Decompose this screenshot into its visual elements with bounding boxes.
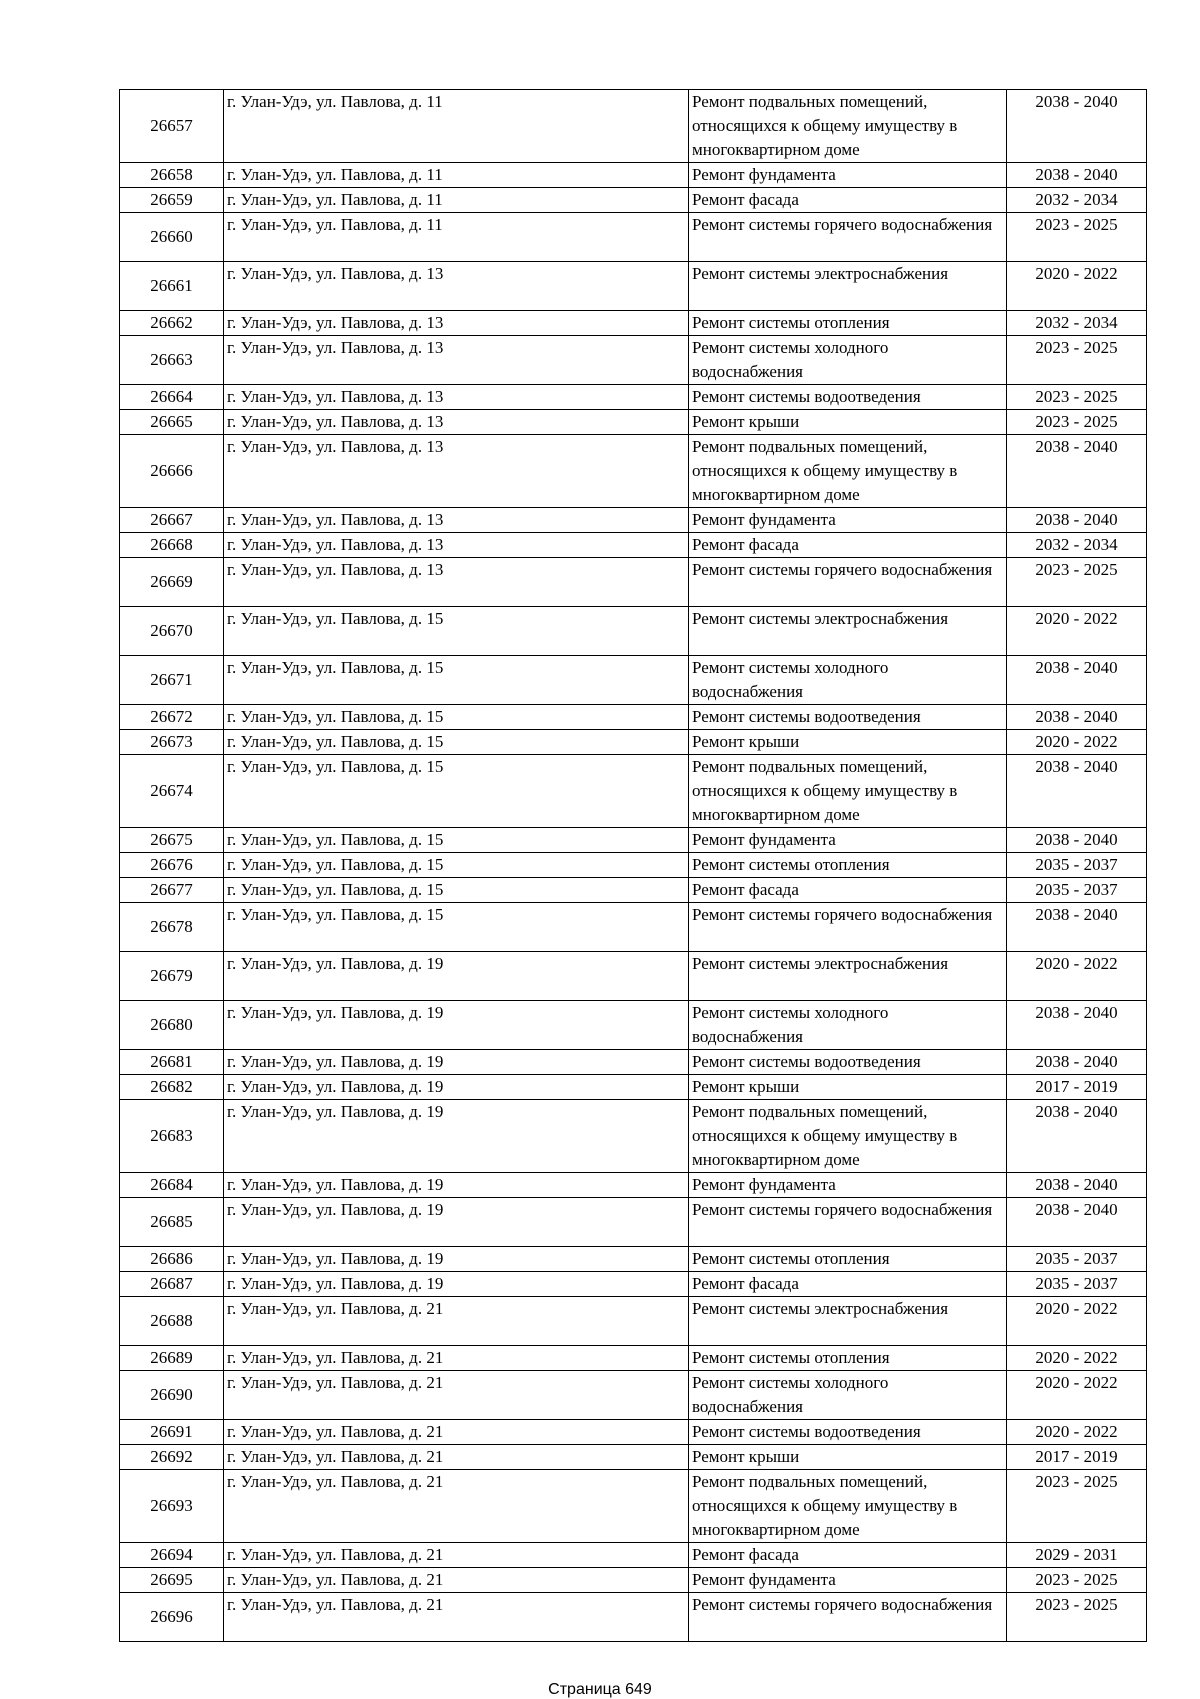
work-type-cell: Ремонт крыши — [689, 410, 1007, 435]
table-row — [120, 533, 1147, 558]
period-cell: 2020 - 2022 — [1007, 952, 1147, 1001]
table-row — [120, 1470, 1147, 1543]
work-type-cell: Ремонт фасада — [689, 1543, 1007, 1568]
period-cell: 2020 - 2022 — [1007, 1420, 1147, 1445]
row-number: 26678 — [120, 903, 224, 952]
period-cell: 2038 - 2040 — [1007, 1001, 1147, 1050]
address-cell: г. Улан-Удэ, ул. Павлова, д. 15 — [224, 607, 689, 656]
address-cell: г. Улан-Удэ, ул. Павлова, д. 15 — [224, 730, 689, 755]
period-cell: 2020 - 2022 — [1007, 730, 1147, 755]
period-cell: 2020 - 2022 — [1007, 1346, 1147, 1371]
address-cell: г. Улан-Удэ, ул. Павлова, д. 19 — [224, 1272, 689, 1297]
works-table — [119, 89, 1147, 1642]
row-number: 26696 — [120, 1593, 224, 1642]
work-type-cell: Ремонт системы отопления — [689, 311, 1007, 336]
table-row — [120, 828, 1147, 853]
period-cell: 2023 - 2025 — [1007, 213, 1147, 262]
period-cell: 2023 - 2025 — [1007, 558, 1147, 607]
address-cell: г. Улан-Удэ, ул. Павлова, д. 21 — [224, 1543, 689, 1568]
address-cell: г. Улан-Удэ, ул. Павлова, д. 19 — [224, 1173, 689, 1198]
table-row — [120, 1543, 1147, 1568]
row-number: 26667 — [120, 508, 224, 533]
address-cell: г. Улан-Удэ, ул. Павлова, д. 19 — [224, 1001, 689, 1050]
address-cell: г. Улан-Удэ, ул. Павлова, д. 21 — [224, 1346, 689, 1371]
table-row — [120, 1568, 1147, 1593]
address-cell: г. Улан-Удэ, ул. Павлова, д. 13 — [224, 558, 689, 607]
row-number: 26677 — [120, 878, 224, 903]
address-cell: г. Улан-Удэ, ул. Павлова, д. 11 — [224, 90, 689, 163]
period-cell: 2032 - 2034 — [1007, 533, 1147, 558]
period-cell: 2038 - 2040 — [1007, 1173, 1147, 1198]
address-cell: г. Улан-Удэ, ул. Павлова, д. 15 — [224, 903, 689, 952]
period-cell: 2035 - 2037 — [1007, 853, 1147, 878]
table-row — [120, 656, 1147, 705]
address-cell: г. Улан-Удэ, ул. Павлова, д. 15 — [224, 878, 689, 903]
period-cell: 2020 - 2022 — [1007, 1297, 1147, 1346]
table-row — [120, 1075, 1147, 1100]
work-type-cell: Ремонт фундамента — [689, 828, 1007, 853]
table-row — [120, 558, 1147, 607]
period-cell: 2023 - 2025 — [1007, 1593, 1147, 1642]
work-type-cell: Ремонт фундамента — [689, 508, 1007, 533]
table-row — [120, 1445, 1147, 1470]
address-cell: г. Улан-Удэ, ул. Павлова, д. 13 — [224, 385, 689, 410]
work-type-cell: Ремонт подвальных помещений, относящихся к общему имуществу в многоквартирном доме — [689, 1470, 1007, 1543]
row-number: 26660 — [120, 213, 224, 262]
period-cell: 2038 - 2040 — [1007, 90, 1147, 163]
table-row — [120, 1371, 1147, 1420]
work-type-cell: Ремонт фасада — [689, 1272, 1007, 1297]
row-number: 26680 — [120, 1001, 224, 1050]
row-number: 26659 — [120, 188, 224, 213]
row-number: 26679 — [120, 952, 224, 1001]
row-number: 26683 — [120, 1100, 224, 1173]
row-number: 26694 — [120, 1543, 224, 1568]
row-number: 26657 — [120, 90, 224, 163]
work-type-cell: Ремонт системы отопления — [689, 1346, 1007, 1371]
work-type-cell: Ремонт системы водоотведения — [689, 705, 1007, 730]
row-number: 26676 — [120, 853, 224, 878]
work-type-cell: Ремонт системы горячего водоснабжения — [689, 213, 1007, 262]
row-number: 26685 — [120, 1198, 224, 1247]
work-type-cell: Ремонт фасада — [689, 188, 1007, 213]
row-number: 26675 — [120, 828, 224, 853]
table-row — [120, 1173, 1147, 1198]
period-cell: 2038 - 2040 — [1007, 1050, 1147, 1075]
period-cell: 2020 - 2022 — [1007, 607, 1147, 656]
address-cell: г. Улан-Удэ, ул. Павлова, д. 13 — [224, 336, 689, 385]
row-number: 26693 — [120, 1470, 224, 1543]
work-type-cell: Ремонт системы электроснабжения — [689, 262, 1007, 311]
period-cell: 2038 - 2040 — [1007, 1198, 1147, 1247]
row-number: 26682 — [120, 1075, 224, 1100]
period-cell: 2038 - 2040 — [1007, 435, 1147, 508]
work-type-cell: Ремонт системы холодного водоснабжения — [689, 656, 1007, 705]
table-row — [120, 410, 1147, 435]
address-cell: г. Улан-Удэ, ул. Павлова, д. 15 — [224, 853, 689, 878]
row-number: 26673 — [120, 730, 224, 755]
table-row — [120, 755, 1147, 828]
row-number: 26672 — [120, 705, 224, 730]
row-number: 26668 — [120, 533, 224, 558]
period-cell: 2038 - 2040 — [1007, 163, 1147, 188]
period-cell: 2035 - 2037 — [1007, 1247, 1147, 1272]
address-cell: г. Улан-Удэ, ул. Павлова, д. 21 — [224, 1445, 689, 1470]
period-cell: 2038 - 2040 — [1007, 508, 1147, 533]
period-cell: 2038 - 2040 — [1007, 656, 1147, 705]
work-type-cell: Ремонт системы горячего водоснабжения — [689, 1198, 1007, 1247]
row-number: 26674 — [120, 755, 224, 828]
address-cell: г. Улан-Удэ, ул. Павлова, д. 21 — [224, 1470, 689, 1543]
address-cell: г. Улан-Удэ, ул. Павлова, д. 21 — [224, 1593, 689, 1642]
table-row — [120, 188, 1147, 213]
table-row — [120, 903, 1147, 952]
table-row — [120, 1100, 1147, 1173]
row-number: 26669 — [120, 558, 224, 607]
work-type-cell: Ремонт системы холодного водоснабжения — [689, 1371, 1007, 1420]
work-type-cell: Ремонт крыши — [689, 730, 1007, 755]
work-type-cell: Ремонт подвальных помещений, относящихся к общему имуществу в многоквартирном доме — [689, 90, 1007, 163]
address-cell: г. Улан-Удэ, ул. Павлова, д. 21 — [224, 1568, 689, 1593]
work-type-cell: Ремонт фундамента — [689, 1173, 1007, 1198]
work-type-cell: Ремонт подвальных помещений, относящихся к общему имуществу в многоквартирном доме — [689, 435, 1007, 508]
row-number: 26689 — [120, 1346, 224, 1371]
address-cell: г. Улан-Удэ, ул. Павлова, д. 15 — [224, 755, 689, 828]
period-cell: 2023 - 2025 — [1007, 410, 1147, 435]
work-type-cell: Ремонт системы горячего водоснабжения — [689, 1593, 1007, 1642]
period-cell: 2032 - 2034 — [1007, 188, 1147, 213]
address-cell: г. Улан-Удэ, ул. Павлова, д. 11 — [224, 188, 689, 213]
period-cell: 2020 - 2022 — [1007, 1371, 1147, 1420]
work-type-cell: Ремонт системы холодного водоснабжения — [689, 336, 1007, 385]
address-cell: г. Улан-Удэ, ул. Павлова, д. 15 — [224, 656, 689, 705]
table-body — [120, 90, 1147, 1642]
work-type-cell: Ремонт подвальных помещений, относящихся к общему имуществу в многоквартирном доме — [689, 1100, 1007, 1173]
work-type-cell: Ремонт системы водоотведения — [689, 385, 1007, 410]
row-number: 26661 — [120, 262, 224, 311]
table-row — [120, 262, 1147, 311]
table-row — [120, 1593, 1147, 1642]
address-cell: г. Улан-Удэ, ул. Павлова, д. 19 — [224, 1075, 689, 1100]
row-number: 26671 — [120, 656, 224, 705]
address-cell: г. Улан-Удэ, ул. Павлова, д. 13 — [224, 533, 689, 558]
period-cell: 2017 - 2019 — [1007, 1075, 1147, 1100]
row-number: 26692 — [120, 1445, 224, 1470]
period-cell: 2029 - 2031 — [1007, 1543, 1147, 1568]
work-type-cell: Ремонт системы электроснабжения — [689, 1297, 1007, 1346]
table-row — [120, 90, 1147, 163]
address-cell: г. Улан-Удэ, ул. Павлова, д. 13 — [224, 410, 689, 435]
row-number: 26658 — [120, 163, 224, 188]
address-cell: г. Улан-Удэ, ул. Павлова, д. 19 — [224, 952, 689, 1001]
table-row — [120, 311, 1147, 336]
period-cell: 2017 - 2019 — [1007, 1445, 1147, 1470]
period-cell: 2023 - 2025 — [1007, 1470, 1147, 1543]
period-cell: 2035 - 2037 — [1007, 1272, 1147, 1297]
work-type-cell: Ремонт фасада — [689, 533, 1007, 558]
row-number: 26662 — [120, 311, 224, 336]
work-type-cell: Ремонт подвальных помещений, относящихся к общему имуществу в многоквартирном доме — [689, 755, 1007, 828]
table-row — [120, 1272, 1147, 1297]
address-cell: г. Улан-Удэ, ул. Павлова, д. 19 — [224, 1198, 689, 1247]
page-number: Страница 649 — [548, 1681, 652, 1698]
work-type-cell: Ремонт системы холодного водоснабжения — [689, 1001, 1007, 1050]
row-number: 26663 — [120, 336, 224, 385]
table-row — [120, 1346, 1147, 1371]
address-cell: г. Улан-Удэ, ул. Павлова, д. 13 — [224, 262, 689, 311]
address-cell: г. Улан-Удэ, ул. Павлова, д. 13 — [224, 435, 689, 508]
table-row — [120, 1050, 1147, 1075]
period-cell: 2023 - 2025 — [1007, 336, 1147, 385]
table-row — [120, 878, 1147, 903]
table-row — [120, 508, 1147, 533]
address-cell: г. Улан-Удэ, ул. Павлова, д. 19 — [224, 1050, 689, 1075]
row-number: 26691 — [120, 1420, 224, 1445]
table-row — [120, 1198, 1147, 1247]
row-number: 26688 — [120, 1297, 224, 1346]
work-type-cell: Ремонт фундамента — [689, 163, 1007, 188]
address-cell: г. Улан-Удэ, ул. Павлова, д. 21 — [224, 1420, 689, 1445]
row-number: 26670 — [120, 607, 224, 656]
address-cell: г. Улан-Удэ, ул. Павлова, д. 21 — [224, 1297, 689, 1346]
row-number: 26665 — [120, 410, 224, 435]
period-cell: 2038 - 2040 — [1007, 705, 1147, 730]
work-type-cell: Ремонт системы отопления — [689, 853, 1007, 878]
row-number: 26664 — [120, 385, 224, 410]
work-type-cell: Ремонт системы электроснабжения — [689, 952, 1007, 1001]
row-number: 26684 — [120, 1173, 224, 1198]
table-row — [120, 607, 1147, 656]
row-number: 26695 — [120, 1568, 224, 1593]
row-number: 26690 — [120, 1371, 224, 1420]
table-row — [120, 1247, 1147, 1272]
address-cell: г. Улан-Удэ, ул. Павлова, д. 15 — [224, 828, 689, 853]
period-cell: 2038 - 2040 — [1007, 755, 1147, 828]
address-cell: г. Улан-Удэ, ул. Павлова, д. 21 — [224, 1371, 689, 1420]
table-row — [120, 730, 1147, 755]
period-cell: 2020 - 2022 — [1007, 262, 1147, 311]
address-cell: г. Улан-Удэ, ул. Павлова, д. 19 — [224, 1247, 689, 1272]
work-type-cell: Ремонт фасада — [689, 878, 1007, 903]
table-row — [120, 705, 1147, 730]
row-number: 26666 — [120, 435, 224, 508]
work-type-cell: Ремонт системы электроснабжения — [689, 607, 1007, 656]
address-cell: г. Улан-Удэ, ул. Павлова, д. 19 — [224, 1100, 689, 1173]
work-type-cell: Ремонт системы отопления — [689, 1247, 1007, 1272]
work-type-cell: Ремонт системы горячего водоснабжения — [689, 903, 1007, 952]
table-row — [120, 435, 1147, 508]
row-number: 26687 — [120, 1272, 224, 1297]
work-type-cell: Ремонт системы водоотведения — [689, 1420, 1007, 1445]
work-type-cell: Ремонт крыши — [689, 1075, 1007, 1100]
table-row — [120, 853, 1147, 878]
period-cell: 2035 - 2037 — [1007, 878, 1147, 903]
table-row — [120, 1297, 1147, 1346]
row-number: 26686 — [120, 1247, 224, 1272]
work-type-cell: Ремонт системы горячего водоснабжения — [689, 558, 1007, 607]
table-row — [120, 385, 1147, 410]
work-type-cell: Ремонт крыши — [689, 1445, 1007, 1470]
period-cell: 2023 - 2025 — [1007, 1568, 1147, 1593]
table-row — [120, 213, 1147, 262]
table-row — [120, 336, 1147, 385]
period-cell: 2038 - 2040 — [1007, 828, 1147, 853]
address-cell: г. Улан-Удэ, ул. Павлова, д. 11 — [224, 163, 689, 188]
table-row — [120, 1001, 1147, 1050]
work-type-cell: Ремонт системы водоотведения — [689, 1050, 1007, 1075]
work-type-cell: Ремонт фундамента — [689, 1568, 1007, 1593]
period-cell: 2038 - 2040 — [1007, 1100, 1147, 1173]
period-cell: 2038 - 2040 — [1007, 903, 1147, 952]
address-cell: г. Улан-Удэ, ул. Павлова, д. 13 — [224, 311, 689, 336]
address-cell: г. Улан-Удэ, ул. Павлова, д. 13 — [224, 508, 689, 533]
row-number: 26681 — [120, 1050, 224, 1075]
period-cell: 2023 - 2025 — [1007, 385, 1147, 410]
address-cell: г. Улан-Удэ, ул. Павлова, д. 15 — [224, 705, 689, 730]
table-row — [120, 1420, 1147, 1445]
table-row — [120, 952, 1147, 1001]
address-cell: г. Улан-Удэ, ул. Павлова, д. 11 — [224, 213, 689, 262]
table-row — [120, 163, 1147, 188]
period-cell: 2032 - 2034 — [1007, 311, 1147, 336]
